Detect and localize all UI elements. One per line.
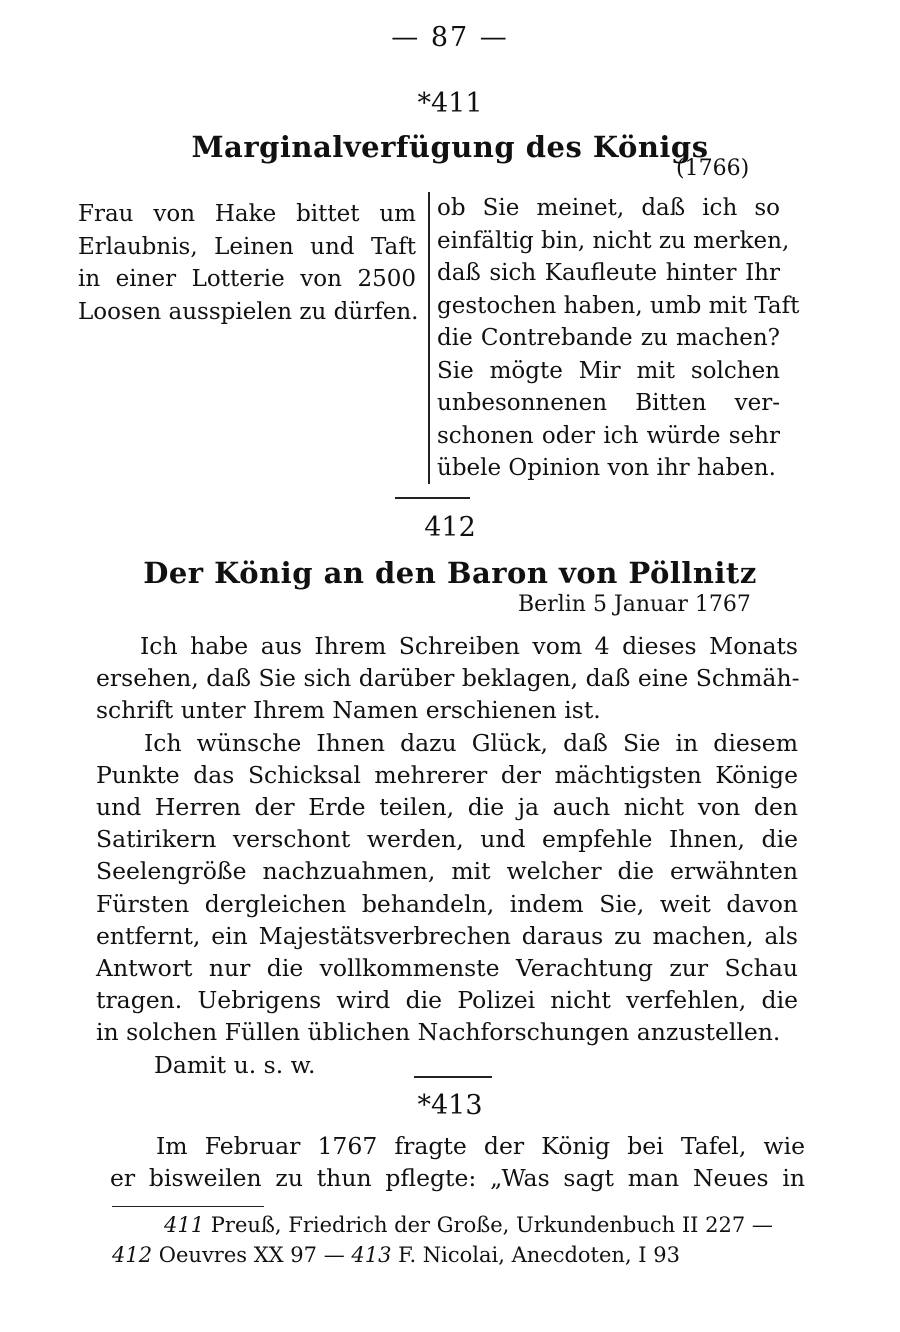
footnote-source: Preuß, Friedrich der Große, Urkundenbuch II 227 — — [204, 1213, 773, 1237]
entry-411-date: (1766) — [676, 156, 750, 181]
entry-412-title: Der König an den Baron von Pöllnitz — [143, 556, 757, 590]
letter-line: tragen. Uebrigens wird die Polizei nicht verfehlen, die — [96, 986, 798, 1015]
reply-line: die Contrebande zu machen? — [437, 325, 780, 351]
reply-line: ob Sie meinet, daß ich so — [437, 195, 780, 221]
letter-line: Fürsten dergleichen behandeln, indem Sie, weit davon — [96, 889, 798, 918]
entry-411-number: *411 — [417, 88, 483, 119]
footnote-ref: 411 — [164, 1213, 205, 1237]
letter-line: in solchen Füllen üblichen Nachforschungen anzustellen. — [96, 1018, 781, 1047]
entry-411-reply-column — [437, 192, 800, 485]
entry-411-request-column — [78, 198, 419, 328]
anecdote-line: er bisweilen zu thun pflegte: „Was sagt man Neues in — [110, 1164, 805, 1193]
reply-line: Sie mögte Mir mit solchen — [437, 357, 780, 384]
reply-line: gestochen haben, umb mit Taft — [437, 292, 800, 319]
letter-line: entfernt, ein Majestätsverbrechen daraus zu machen, als — [96, 921, 798, 950]
entry-411-title: Marginalverfügung des Königs — [191, 130, 709, 164]
letter-line: Antwort nur die vollkommenste Verachtung zur Schau — [96, 954, 798, 983]
page-number: — 87 — — [391, 22, 509, 53]
footnote-line — [112, 1240, 802, 1270]
section-divider — [414, 1076, 492, 1078]
entry-413-number: *413 — [417, 1090, 483, 1121]
request-line: Erlaubnis, Leinen und Taft — [78, 233, 416, 260]
request-line: Loosen ausspielen zu dürfen. — [78, 298, 419, 325]
footnote-source: F. Nicolai, Anecdoten, I 93 — [391, 1243, 680, 1267]
letter-line: Ich wünsche Ihnen dazu Glück, daß Sie in diesem — [144, 728, 798, 757]
reply-line: übele Opinion von ihr haben. — [437, 455, 776, 481]
letter-line: ersehen, daß Sie sich darüber beklagen, daß eine Schmäh- — [96, 664, 800, 693]
letter-line: schrift unter Ihrem Namen erschienen ist. — [96, 696, 601, 725]
footnote-ref: 412 — [112, 1243, 153, 1267]
reply-line: unbesonnenen Bitten ver- — [437, 390, 780, 416]
footnotes — [112, 1210, 802, 1270]
request-line: Frau von Hake bittet um — [78, 201, 416, 227]
anecdote-line: Im Februar 1767 fragte der König bei Tafel, wie — [156, 1132, 805, 1160]
letter-line: Ich habe aus Ihrem Schreiben vom 4 dieses Monats — [140, 632, 798, 660]
reply-line: einfältig bin, nicht zu merken, — [437, 227, 790, 254]
entry-413-text — [110, 1130, 805, 1194]
letter-closing: Damit u. s. w. — [154, 1050, 316, 1079]
section-divider — [395, 497, 470, 499]
entry-412-letter — [96, 630, 798, 1081]
request-line: in einer Lotterie von 2500 — [78, 266, 416, 292]
footnote-ref: 413 — [351, 1243, 392, 1267]
letter-line: Satirikern verschont werden, und empfehle Ihnen, die — [96, 825, 798, 854]
reply-line: schonen oder ich würde sehr — [437, 422, 780, 449]
footnote-line — [112, 1210, 802, 1240]
letter-line: und Herren der Erde teilen, die ja auch nicht von den — [96, 793, 798, 822]
entry-412-date: Berlin 5 Januar 1767 — [518, 592, 751, 617]
column-divider — [428, 192, 430, 484]
footnote-source: Oeuvres XX 97 — — [152, 1243, 352, 1267]
reply-line: daß sich Kaufleute hinter Ihr — [437, 260, 780, 286]
footnote-rule — [112, 1206, 264, 1207]
letter-line: Seelengröße nachzuahmen, mit welcher die erwähnten — [96, 857, 798, 886]
entry-412-number: 412 — [424, 512, 476, 543]
letter-line: Punkte das Schicksal mehrerer der mächtigsten Könige — [96, 760, 798, 789]
